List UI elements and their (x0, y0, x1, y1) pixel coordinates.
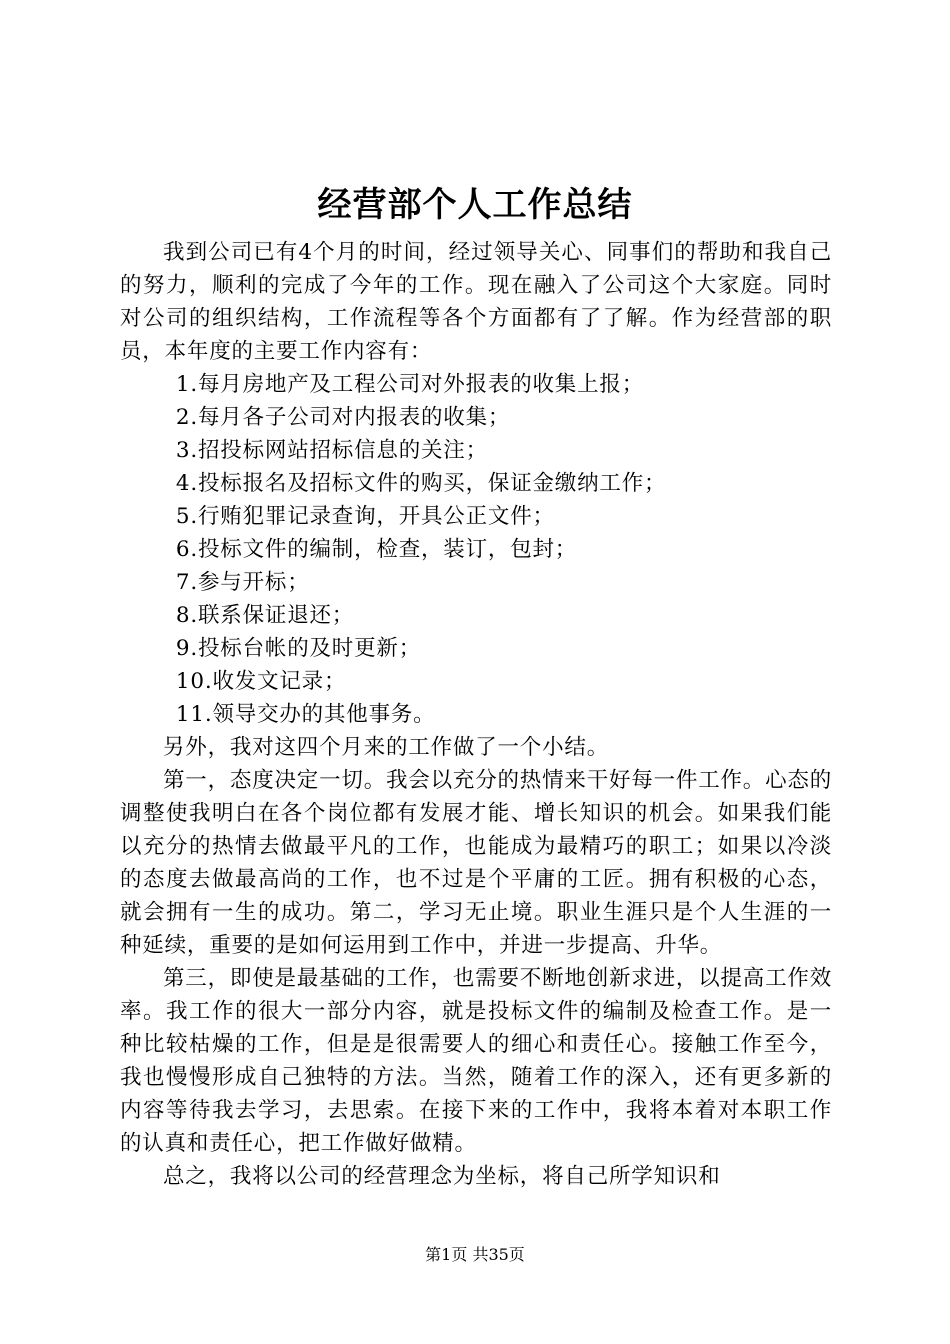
conclusion-paragraph: 总之，我将以公司的经营理念为坐标，将自己所学知识和 (163, 1164, 721, 1189)
summary-intro-paragraph: 另外，我对这四个月来的工作做了一个小结。 (163, 735, 610, 760)
list-item: 2.每月各子公司对内报表的收集； (175, 405, 511, 430)
list-item: 9.投标台帐的及时更新； (175, 636, 422, 661)
point-one-paragraph: 第一，态度决定一切。我会以充分的热情来干好每一件工作。心态的调整使我明白在各个岗位都有发展才能、增长知识的机会。如果我们能以充分的热情去做最平凡的工作，也能成为最精巧的职工；如果以冷淡的态度去做最高尚的工作，也不过是个平庸的工匠。拥有积极的心态，就会拥有一生的成功。第二，学习无止境。职业生涯只是个人生涯的一种延续，重要的是如何运用到工作中，并进一步提高、升华。 (120, 768, 833, 958)
page-number-footer: 第1页 共35页 (425, 1245, 525, 1264)
list-item: 8.联系保证退还； (175, 603, 355, 628)
document-title: 经营部个人工作总结 (317, 185, 633, 225)
list-item: 3.招投标网站招标信息的关注； (175, 438, 488, 463)
list-item: 7.参与开标； (175, 570, 310, 595)
list-item: 6.投标文件的编制，检查，装订，包封； (175, 537, 578, 562)
point-three-paragraph: 第三，即使是最基础的工作，也需要不断地创新求进，以提高工作效率。我工作的很大一部分内容，就是投标文件的编制及检查工作。是一种比较枯燥的工作，但是是很需要人的细心和责任心。接触工作至今，我也慢慢形成自己独特的方法。当然，随着工作的深入，还有更多新的内容等待我去学习，去思索。在接下来的工作中，我将本着对本职工作的认真和责任心，把工作做好做精。 (120, 966, 833, 1156)
list-item: 4.投标报名及招标文件的购买，保证金缴纳工作； (175, 471, 667, 496)
list-item: 11.领导交办的其他事务。 (175, 702, 436, 727)
list-item: 1.每月房地产及工程公司对外报表的收集上报； (175, 372, 645, 397)
list-item: 10.收发文记录； (175, 669, 347, 694)
intro-paragraph: 我到公司已有4个月的时间，经过领导关心、同事们的帮助和我自己的努力，顺利的完成了今年的工作。现在融入了公司这个大家庭。同时对公司的组织结构，工作流程等各个方面都有了了解。作为经营部的职员，本年度的主要工作内容有： (120, 240, 832, 364)
document-body (120, 236, 832, 1193)
list-item: 5.行贿犯罪记录查询，开具公正文件； (175, 504, 555, 529)
work-items-list (120, 368, 832, 731)
